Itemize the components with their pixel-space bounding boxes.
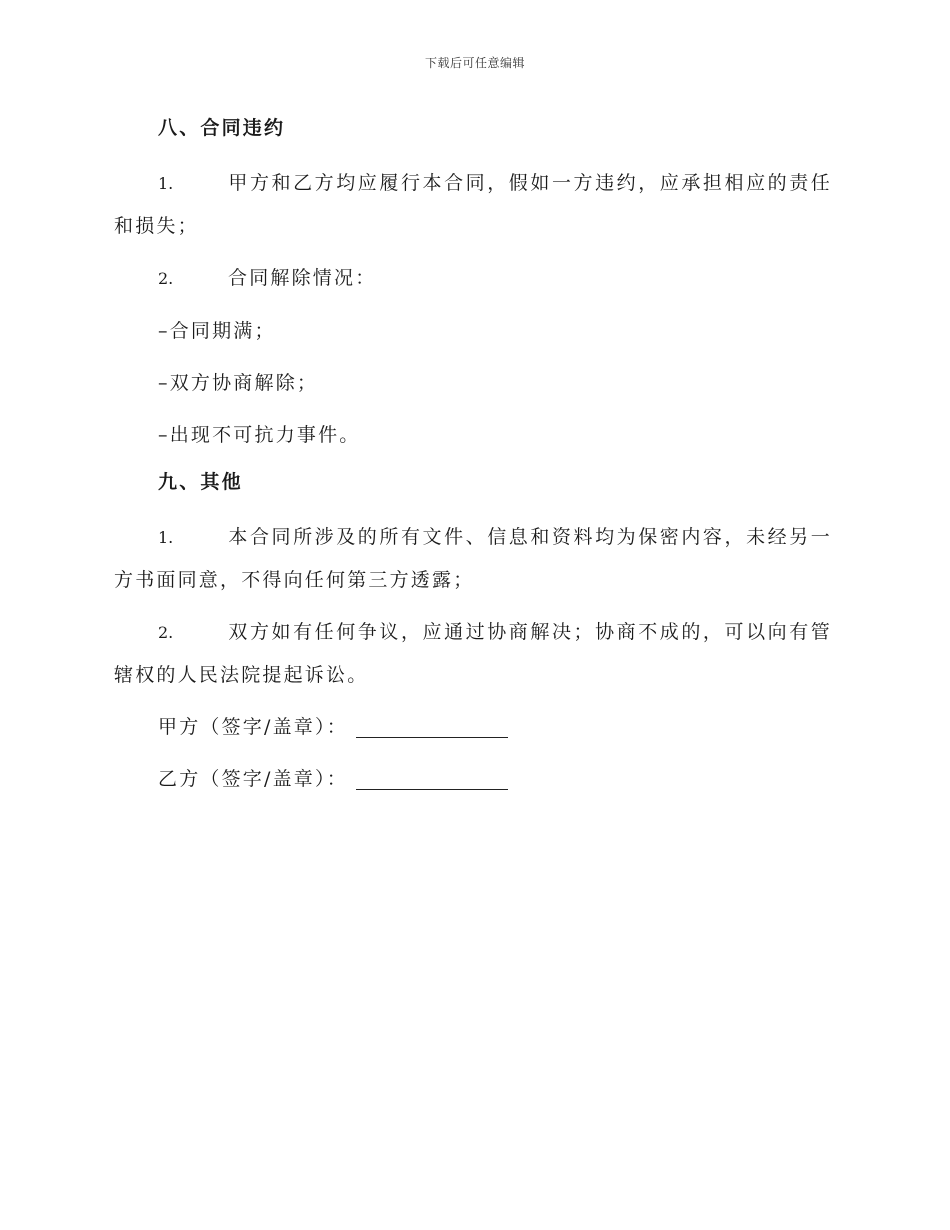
page-header: 下载后可任意编辑 — [424, 56, 525, 70]
clause-number: 1. — [158, 174, 174, 193]
clause-number: 2. — [158, 623, 174, 642]
document-body — [114, 112, 832, 810]
signature-blank-party-b[interactable] — [356, 769, 508, 790]
clause-text: 甲方和乙方均应履行本合同，假如一方违约，应承担相应的责任和损失； — [114, 172, 832, 237]
clause-text: 双方如有任何争议，应通过协商解决；协商不成的，可以向有管辖权的人民法院提起诉讼。 — [114, 621, 832, 686]
signature-label-party-a: 甲方（签字/盖章）： — [158, 716, 348, 738]
breach-clause-2 — [114, 257, 832, 300]
other-clause-2 — [114, 611, 832, 696]
termination-item-mutual: –双方协商解除； — [158, 372, 319, 394]
other-clause-1 — [114, 516, 832, 601]
clause-text: 本合同所涉及的所有文件、信息和资料均为保密内容，未经另一方书面同意，不得向任何第三方透露； — [114, 526, 832, 591]
signature-party-b — [114, 758, 832, 800]
termination-item-force-majeure: –出现不可抗力事件。 — [158, 424, 361, 446]
section-title-breach: 八、合同违约 — [158, 117, 286, 139]
breach-clause-1 — [114, 162, 832, 247]
signature-blank-party-a[interactable] — [356, 717, 508, 738]
clause-number: 1. — [158, 528, 174, 547]
clause-text: 合同解除情况： — [228, 267, 377, 289]
signature-party-a — [114, 706, 832, 748]
signature-label-party-b: 乙方（签字/盖章）： — [158, 768, 348, 790]
section-title-other: 九、其他 — [158, 471, 243, 493]
clause-number: 2. — [158, 269, 174, 288]
termination-item-expiry: –合同期满； — [158, 320, 276, 342]
